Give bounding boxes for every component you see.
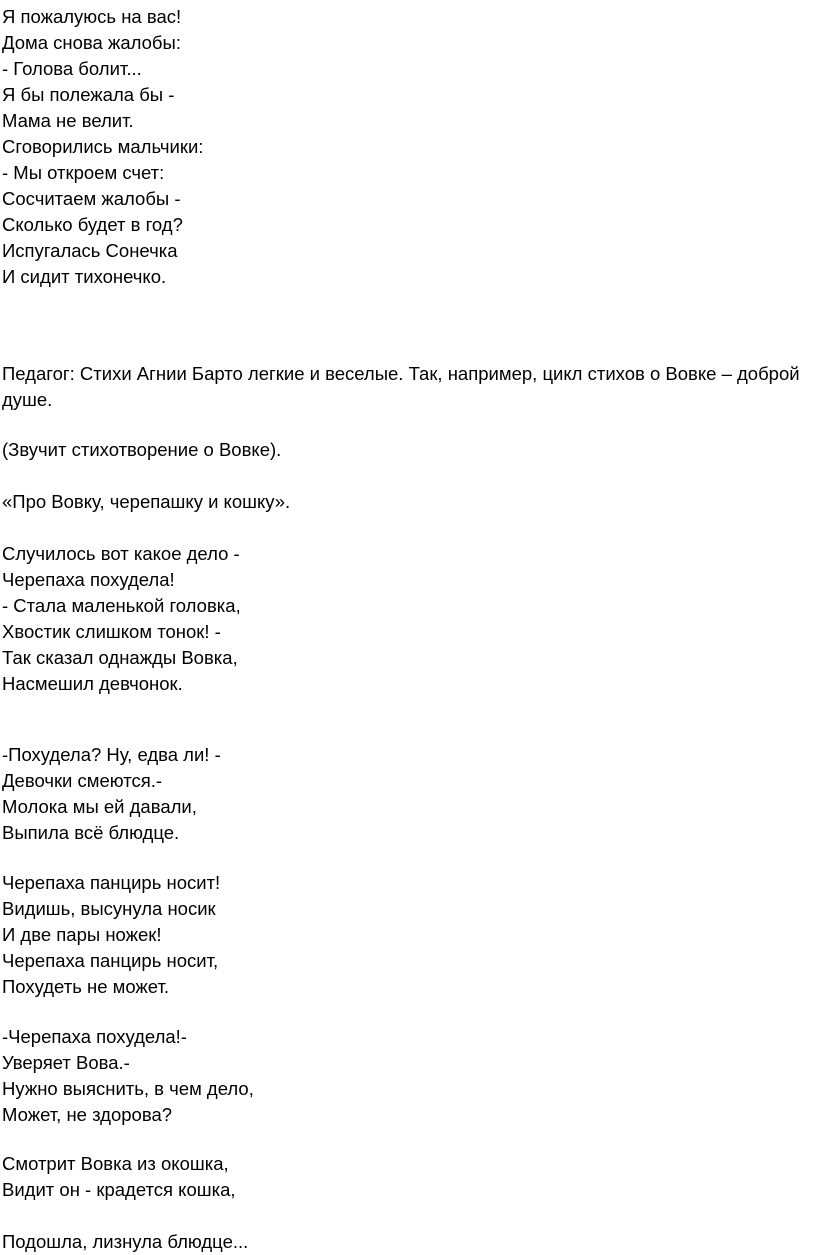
teacher-remark <box>2 361 802 413</box>
poem-line: Черепаха панцирь носит, <box>2 950 219 971</box>
poem-line: Сговорились мальчики: <box>2 136 204 157</box>
poem-line: И сидит тихонечко. <box>2 266 167 287</box>
poem-line: Сколько будет в год? <box>2 214 183 235</box>
poem-line: Испугалась Сонечка <box>2 240 178 261</box>
stanza-3 <box>2 742 802 846</box>
stanza-4 <box>2 870 802 1000</box>
poem-line: Дома снова жалобы: <box>2 32 181 53</box>
poem-line: Так сказал однажды Вовка, <box>2 647 238 668</box>
stage-direction-text: (Звучит стихотворение о Вовке). <box>2 439 282 460</box>
poem-line: - Стала маленькой головка, <box>2 595 241 616</box>
poem-line: Подошла, лизнула блюдце... <box>2 1231 249 1252</box>
stanza-2 <box>2 541 802 697</box>
poem-line: Хвостик слишком тонок! - <box>2 621 221 642</box>
poem-line: Видишь, высунула носик <box>2 898 216 919</box>
poem-line: - Мы откроем счет: <box>2 162 165 183</box>
poem-line: Видит он - крадется кошка, <box>2 1179 236 1200</box>
stanza-1 <box>2 4 802 290</box>
poem-title <box>2 489 802 515</box>
stage-direction <box>2 437 802 463</box>
poem-line: -Черепаха похудела!- <box>2 1026 187 1047</box>
poem-line: Молока мы ей давали, <box>2 796 197 817</box>
poem-line: Похудеть не может. <box>2 976 170 997</box>
poem-line: Уверяет Вова.- <box>2 1052 130 1073</box>
poem-line: Черепаха панцирь носит! <box>2 872 221 893</box>
poem-line: Выпила всё блюдце. <box>2 822 180 843</box>
teacher-remark-text: Педагог: Стихи Агнии Барто легкие и веселые. Так, например, цикл стихов о Вовке – доброй душе. <box>2 363 800 410</box>
stanza-7 <box>2 1229 802 1255</box>
poem-line: Я бы полежала бы - <box>2 84 175 105</box>
stanza-5 <box>2 1024 802 1128</box>
poem-line: Я пожалуюсь на вас! <box>2 6 182 27</box>
poem-line: Нужно выяснить, в чем дело, <box>2 1078 254 1099</box>
poem-line: Мама не велит. <box>2 110 134 131</box>
poem-line: Черепаха похудела! <box>2 569 175 590</box>
poem-title-text: «Про Вовку, черепашку и кошку». <box>2 491 291 512</box>
poem-line: -Похудела? Ну, едва ли! - <box>2 744 221 765</box>
poem-line: Случилось вот какое дело - <box>2 543 240 564</box>
poem-line: Девочки смеются.- <box>2 770 163 791</box>
poem-line: - Голова болит... <box>2 58 142 79</box>
poem-line: Смотрит Вовка из окошка, <box>2 1153 229 1174</box>
stanza-6 <box>2 1151 802 1203</box>
poem-line: И две пары ножек! <box>2 924 162 945</box>
poem-line: Может, не здорова? <box>2 1104 173 1125</box>
poem-line: Насмешил девчонок. <box>2 673 183 694</box>
poem-line: Сосчитаем жалобы - <box>2 188 181 209</box>
